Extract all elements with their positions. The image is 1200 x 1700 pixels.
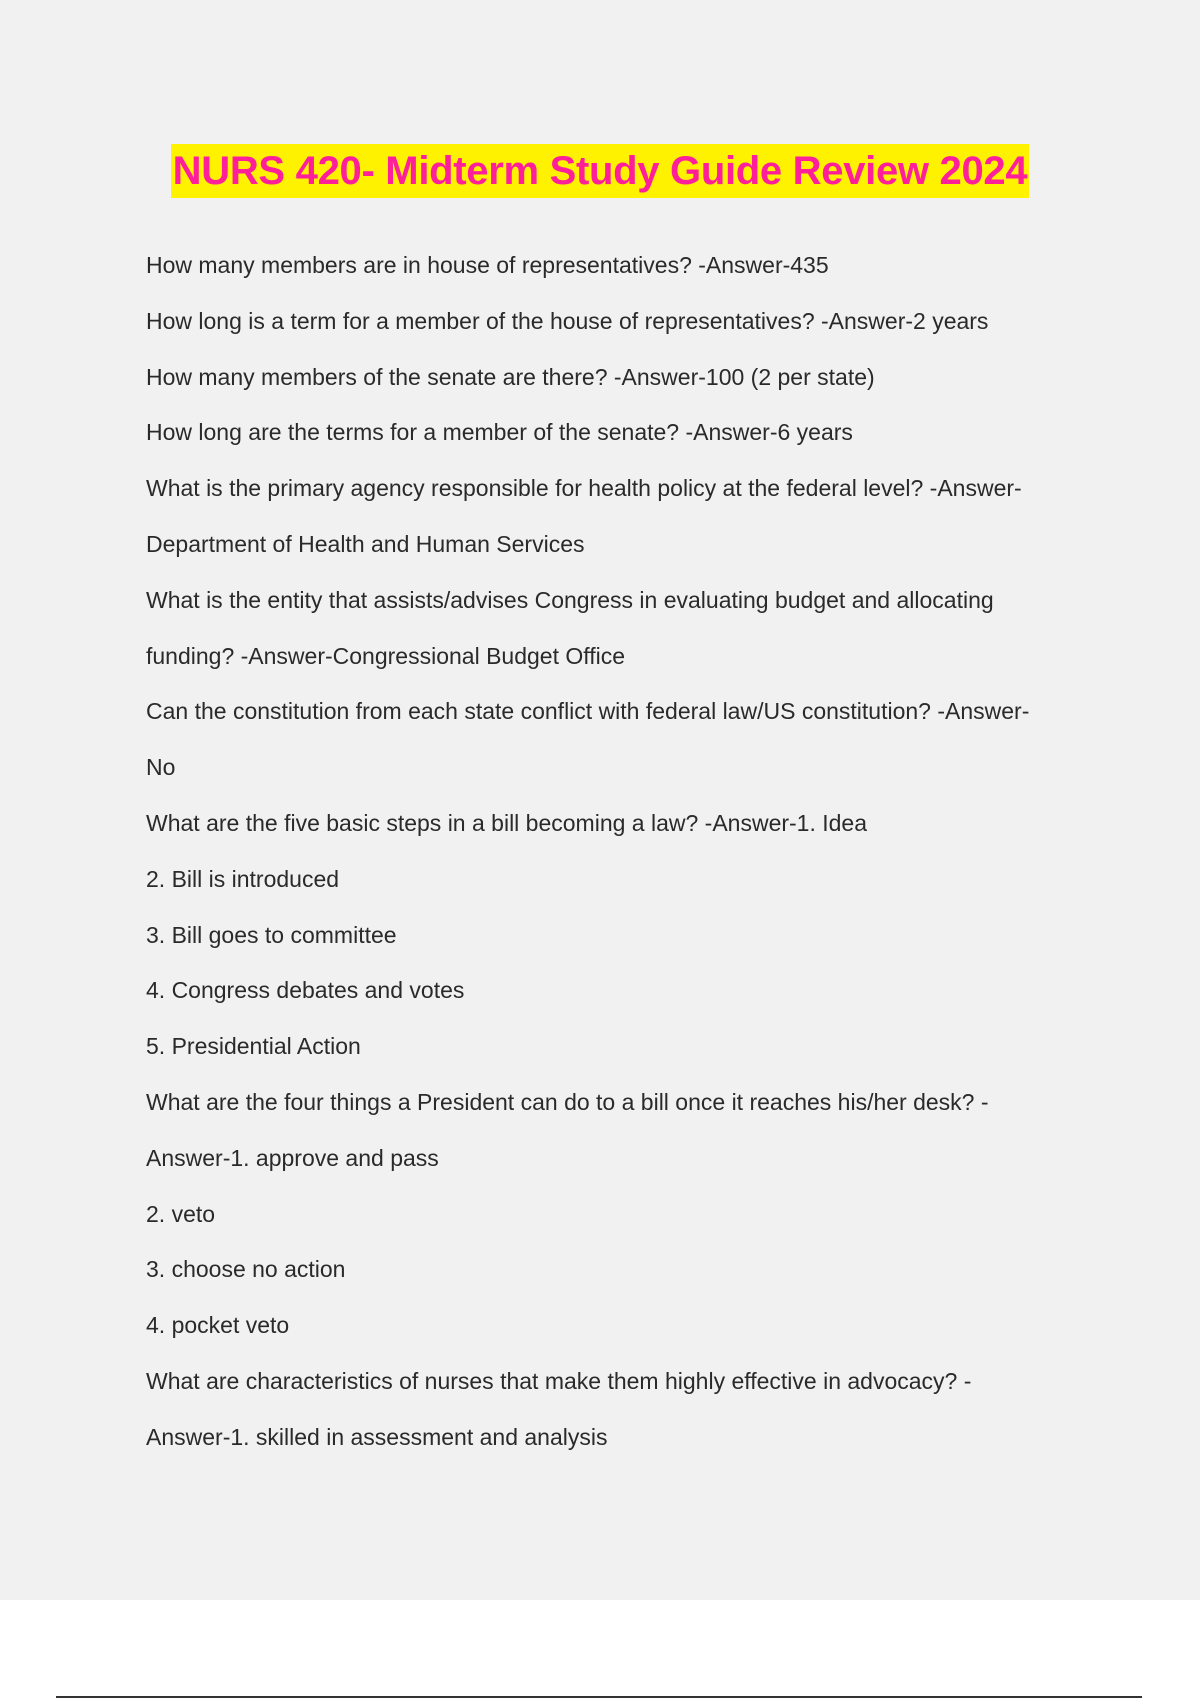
qa-line: How many members of the senate are there? -Answer-100 (2 per state) <box>146 363 875 390</box>
title-container <box>0 144 1200 198</box>
qa-line: 3. Bill goes to committee <box>146 921 397 948</box>
footer-divider <box>56 1696 1142 1698</box>
page-title: NURS 420- Midterm Study Guide Review 2024 <box>171 144 1030 198</box>
qa-line: What is the entity that assists/advises Congress in evaluating budget and allocating <box>146 586 994 613</box>
qa-line: 4. pocket veto <box>146 1312 290 1339</box>
qa-line: Answer-1. skilled in assessment and analysis <box>146 1423 608 1450</box>
qa-line: How long are the terms for a member of the senate? -Answer-6 years <box>146 419 853 446</box>
qa-line: 3. choose no action <box>146 1256 346 1283</box>
qa-line: How many members are in house of representatives? -Answer-435 <box>146 252 829 278</box>
qa-line: funding? -Answer-Congressional Budget Office <box>146 642 626 669</box>
qa-line: Can the constitution from each state conflict with federal law/US constitution? -Answer- <box>146 698 1030 725</box>
qa-line: What is the primary agency responsible for health policy at the federal level? -Answer- <box>146 475 1022 502</box>
qa-line: What are the four things a President can do to a bill once it reaches his/her desk? - <box>146 1088 989 1115</box>
qa-line: Answer-1. approve and pass <box>146 1144 439 1171</box>
qa-line: 5. Presidential Action <box>146 1033 361 1060</box>
qa-line: Department of Health and Human Services <box>146 530 585 557</box>
qa-list <box>146 238 1096 1466</box>
qa-line: 2. veto <box>146 1200 216 1227</box>
qa-line: How long is a term for a member of the house of representatives? -Answer-2 years <box>146 307 989 334</box>
qa-line: What are characteristics of nurses that make them highly effective in advocacy? - <box>146 1367 972 1394</box>
qa-line: 4. Congress debates and votes <box>146 977 465 1004</box>
qa-line: No <box>146 754 176 781</box>
qa-line: What are the five basic steps in a bill becoming a law? -Answer-1. Idea <box>146 809 868 836</box>
qa-line: 2. Bill is introduced <box>146 865 340 892</box>
